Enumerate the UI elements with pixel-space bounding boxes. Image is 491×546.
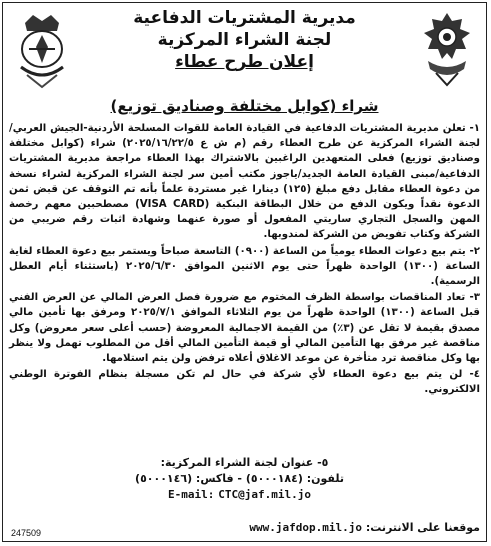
paragraph-4: ٤- لن يتم بيع دعوة العطاء لأي شركة في حال لم تكن مسجلة بنظام الفوترة الوطني الالكتروني. <box>9 369 480 396</box>
crown-emblem-icon <box>11 9 73 89</box>
email-address[interactable]: CTC@jaf.mil.jo <box>218 488 311 501</box>
email-row <box>9 487 480 503</box>
header-titles <box>81 7 408 73</box>
committee-title: لجنة الشراء المركزية <box>157 30 332 50</box>
directorate-title: مديرية المشتريات الدفاعية <box>133 8 356 28</box>
paragraph-1: ١- تعلن مديرية المشتريات الدفاعية في القيادة العامة للقوات المسلحة الأردنية-الجيش العربي/لجنة الشراء المركزية عن طرح العطاء رقم (م ش ع ٢٠٢٥/١٦/٢٢/٥) شراء (كوابل مختلفة وصناديق توزيع) فعلى المتعهدين الراغبين بالاشتراك بهذا العطاء مراجعة مديرية المشتريات الدفاعية/مبنى القيادة العامة الجديد/ياجوز مكتب أمين سر لجنة الشراء المركزية لشراء نسخة من دعوة العطاء مقابل دفع مبلغ (١٢٥) دينارا غير مستردة علماً بأنه تم التوقف عن قبض ثمن الدعوة نقداً ويكون الدفع من خلال البطاقة البنكية (VISA CARD) مصطحبين معهم رخصة المهن والسجل التجاري ساريتي المفعول أو صورة عنهما وشهادة اثبات رقم ضريبي من الشركة وكتاب تفويض من الشركة لمندوبها. <box>9 123 480 241</box>
contact-title: ٥- عنوان لجنة الشراء المركزية: <box>160 456 329 469</box>
announcement-header <box>3 3 486 121</box>
paragraph-3: ٣- تعاد المناقصات بواسطة الظرف المختوم مع ضرورة فصل العرض المالي عن العرض الفني قبل الساعة (١٣٠٠) الواحدة ظهراً من يوم الثلاثاء الموافق ٢٠٢٥/٧/١ ومرفق بها تأمين مالي مصدق بقيمة لا تقل عن (٣٪) من القيمة الاجمالية المعروضة (حسب أعلى سعر معروض) وكل مناقصة غير مرفق بها التأمين المالي أو قيمة التأمين المالي أقل من المطلوب تهمل ولا ينظر بها وكل مناقصة ترد متأخرة عن موعد الاغلاق أعلاه ترفض ولن يتم استلامها. <box>9 292 480 365</box>
armed-forces-emblem-icon <box>416 9 478 89</box>
phone-fax-numbers: (٥٠٠٠١٨٤) - فاكس: (٥٠٠٠١٤٦) <box>135 472 303 485</box>
website-row <box>9 521 480 534</box>
tender-subject: شراء (كوابل مختلفة وصناديق توزيع) <box>110 97 379 115</box>
email-label: E-mail: <box>168 488 215 501</box>
contact-section <box>9 455 480 503</box>
tender-announcement-title: إعلان طرح عطاء <box>175 52 314 72</box>
phone-label: تلفون: <box>306 472 344 485</box>
website-label: موقعنا على الانترنت: <box>365 521 480 534</box>
announcement-body <box>9 121 480 399</box>
phone-row <box>9 471 480 487</box>
paragraph-2: ٢- يتم بيع دعوات العطاء يومياً من الساعة (٠٩٠٠) التاسعة صباحاً ويستمر بيع دعوة العطاء لغاية الساعة (١٣٠٠) الواحدة ظهراً حتى يوم الاثنين الموافق ٢٠٢٥/٦/٣٠ (باستثناء أيام العطل الرسمية). <box>9 245 481 288</box>
ad-reference-code: 247509 <box>11 528 42 538</box>
website-link[interactable]: www.jafdop.mil.jo <box>249 521 363 534</box>
announcement-frame <box>2 2 487 542</box>
